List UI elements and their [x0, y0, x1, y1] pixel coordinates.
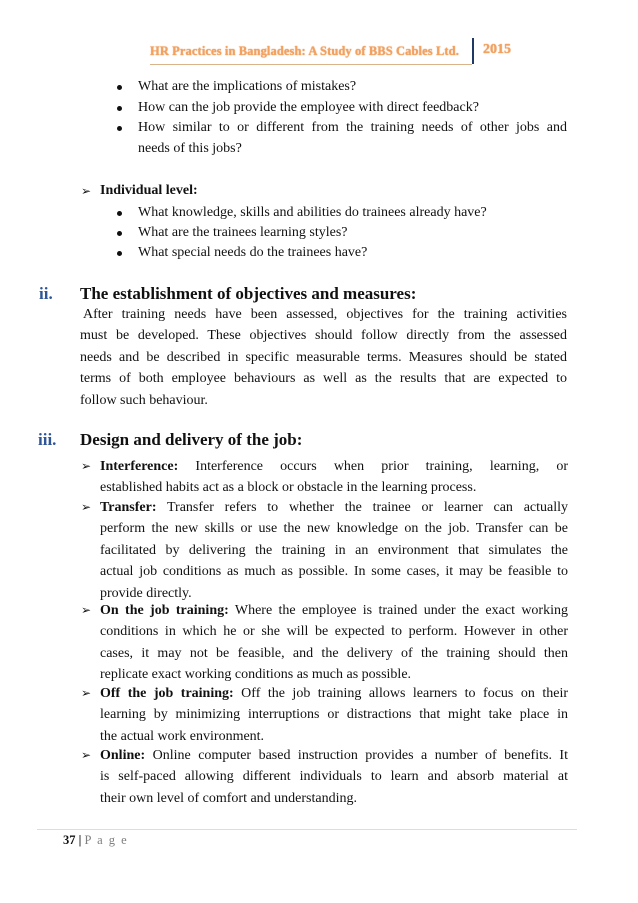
list-item: ➢ Transfer: Transfer refers to whether the trainee or learner can actually perform the new skills or use the new knowledge on the job. Transfer can be facilitated by delivering the training in an environment that simulates the actual job conditions as much as possible. In some cases, it may be feasible to provide directly.	[81, 500, 568, 601]
footer-divider	[37, 829, 577, 830]
section-title: The establishment of objectives and measures:	[80, 284, 417, 303]
list-item: ➢ Interference: Interference occurs when prior training, learning, or established habits act as a block or obstacle in the learning process.	[81, 459, 568, 496]
list-item: What special needs do the trainees have?	[138, 243, 367, 263]
header-year: 2015	[483, 42, 511, 57]
bullet-icon	[117, 231, 122, 236]
list-item: How similar to or different from the training needs of other jobs and	[138, 118, 567, 138]
page-header	[150, 40, 545, 68]
list-item-continuation: needs of this jobs?	[138, 141, 242, 156]
section-number: iii.	[38, 430, 57, 449]
section-number: ii.	[39, 284, 53, 303]
bullet-icon	[117, 106, 122, 111]
list-item: ➢ Online: Online computer based instruction provides a number of benefits. It is self-paced allowing different individuals to learn and absorb material at their own level of comfort and understanding.	[81, 748, 568, 806]
individual-level-heading: ➢ Individual level:	[81, 183, 198, 198]
paragraph: After training needs have been assessed, objectives for the training activities must be developed. These objectives should follow directly from the assessed needs and be described in specific measurable terms. Measures should be stated terms of both employee behaviours as well as the results that are expected to follow such behaviour.	[80, 307, 567, 408]
arrow-bullet-icon: ➢	[81, 748, 92, 762]
bullet-icon	[117, 126, 122, 131]
header-divider	[472, 38, 474, 64]
arrow-bullet-icon: ➢	[81, 459, 92, 473]
list-item: ➢ Off the job training: Off the job training allows learners to focus on their learning by minimizing interruptions or distractions that might take place in the actual work environment.	[81, 686, 568, 744]
section-title: Design and delivery of the job:	[80, 430, 303, 449]
arrow-bullet-icon: ➢	[81, 603, 92, 617]
bullet-icon	[117, 211, 122, 216]
arrow-bullet-icon: ➢	[81, 500, 92, 514]
footer-separator: |	[75, 833, 85, 847]
header-underline	[150, 64, 472, 65]
list-item: ➢ On the job training: Where the employee is trained under the exact working conditions in which he or she will be expected to perform. However in other cases, it may not be feasible, and the delivery of the training should then replicate exact working conditions as much as possible.	[81, 603, 568, 683]
list-item: How can the job provide the employee with direct feedback?	[138, 98, 479, 118]
list-item: What are the trainees learning styles?	[138, 223, 348, 243]
page-label: P a g e	[84, 833, 129, 847]
arrow-bullet-icon: ➢	[81, 686, 92, 700]
bullet-icon	[117, 85, 122, 90]
page-footer	[63, 833, 128, 848]
list-item: What are the implications of mistakes?	[138, 77, 356, 97]
list-item: What knowledge, skills and abilities do trainees already have?	[138, 203, 487, 223]
page-number: 37	[63, 833, 76, 847]
arrow-bullet-icon: ➢	[81, 184, 92, 198]
bullet-icon	[117, 251, 122, 256]
header-title: HR Practices in Bangladesh: A Study of BBS Cables Ltd.	[150, 44, 459, 58]
